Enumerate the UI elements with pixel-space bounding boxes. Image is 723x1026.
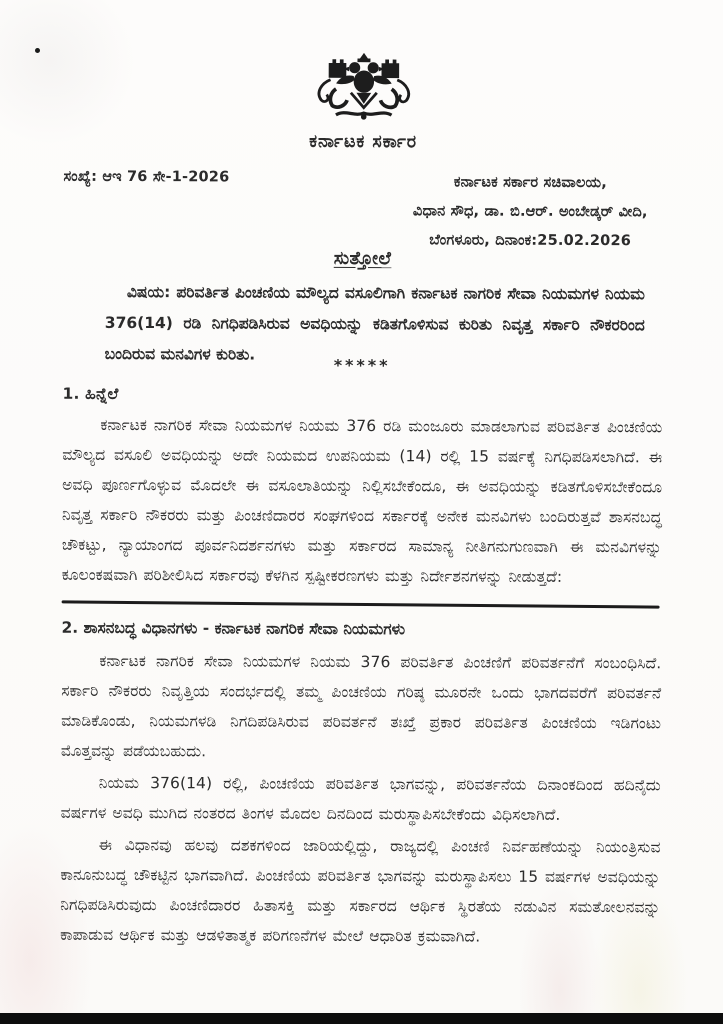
horizontal-divider <box>62 600 660 608</box>
star-separator: ***** <box>333 355 391 376</box>
section-2-paragraph-2: ನಿಯಮ 376(14) ರಲ್ಲಿ, ಪಿಂಚಣಿಯ ಪರಿವರ್ತಿತ ಭಾಗವನ್ನು, ಪರಿವರ್ತನೆಯ ದಿನಾಂಕದಿಂದ ಹದಿನೈದು ವರ್ಷಗಳ ಅವಧಿ ಮುಗಿದ ನಂತರದ ತಿಂಗಳ ಮೊದಲ ದಿನದಿಂದ ಮರುಸ್ಥಾಪಿಸಬೇಕೆಂದು ವಿಧಿಸಲಾಗಿದೆ. <box>60 773 661 824</box>
document-body <box>60 385 662 955</box>
section-2-paragraph-3: ಈ ವಿಧಾನವು ಹಲವು ದಶಕಗಳಿಂದ ಜಾರಿಯಲ್ಲಿದ್ದು, ರಾಜ್ಯದಲ್ಲಿ ಪಿಂಚಣಿ ನಿರ್ವಹಣೆಯನ್ನು ನಿಯಂತ್ರಿಸುವ ಕಾನೂನುಬದ್ಧ ಚೌಕಟ್ಟಿನ ಭಾಗವಾಗಿದೆ. ಪಿಂಚಣಿಯ ಪರಿವರ್ತಿತ ಭಾಗವನ್ನು ಮರುಸ್ಥಾಪಿಸಲು 15 ವರ್ಷಗಳ ಅವಧಿಯನ್ನು ನಿಗಧಿಪಡಿಸಿರುವುದು ಪಿಂಚಣಿದಾರರ ಹಿತಾಸಕ್ತಿ ಮತ್ತು ಸರ್ಕಾರದ ಆರ್ಥಿಕ ಸ್ಥಿರತೆಯ ನಡುವಿನ ಸಮತೋಲನವನ್ನು ಕಾಪಾಡುವ ಆರ್ಥಿಕ ಮತ್ತು ಆಡಳಿತಾತ್ಮಕ ಪರಿಗಣನೆಗಳ ಮೇಲೆ ಆಧಾರಿತ ಕ್ರಮವಾಗಿದೆ. <box>60 835 661 946</box>
address-line-street: ವಿಧಾನ ಸೌಧ, ಡಾ. ಬಿ.ಆರ್. ಅಂಬೇಡ್ಕರ್ ವೀದಿ, <box>412 203 648 221</box>
section-2-paragraph-1: ಕರ್ನಾಟಕ ನಾಗರಿಕ ಸೇವಾ ನಿಯಮಗಳ ನಿಯಮ 376 ಪರಿವರ್ತಿತ ಪಿಂಚಣಿಗೆ ಪರಿವರ್ತನೆಗೆ ಸಂಬಂಧಿಸಿದೆ. ಸರ್ಕಾರಿ ನೌಕರರು ನಿವೃತ್ತಿಯ ಸಂದರ್ಭದಲ್ಲಿ ತಮ್ಮ ಪಿಂಚಣಿಯ ಗರಿಷ್ಠ ಮೂರನೇ ಒಂದು ಭಾಗದವರೆಗೆ ಪರಿವರ್ತನೆ ಮಾಡಿಕೊಂಡು, ನಿಯಮಗಳಡಿ ನಿಗದಿಪಡಿಸಿರುವ ಪರಿವರ್ತನೆ ತಃಖ್ತೆ ಪ್ರಕಾರ ಪರಿವರ್ತಿತ ಪಿಂಚಣಿಯ ಇಡಿಗಂಟು ಮೊತ್ತವನ್ನು ಪಡೆಯಬಹುದು. <box>60 651 662 761</box>
scan-edge-bar <box>0 1013 723 1024</box>
subject-line: ವಿಷಯ: ಪರಿವರ್ತಿತ ಪಿಂಚಣಿಯ ಮೌಲ್ಯದ ವಸೂಲಿಗಾಗಿ ಕರ್ನಾಟಕ ನಾಗರಿಕ ಸೇವಾ ನಿಯಮಗಳ ನಿಯಮ 376(14) ರಡಿ ನಿಗಧಿಪಡಿಸಿರುವ ಅವಧಿಯನ್ನು ಕಡಿತಗೊಳಿಸುವ ಕುರಿತು ನಿವೃತ್ತ ಸರ್ಕಾರಿ ನೌಕರರಿಂದ ಬಂದಿರುವ ಮನವಿಗಳ ಕುರಿತು. <box>104 282 645 364</box>
government-name: ಕರ್ನಾಟಕ ಸರ್ಕಾರ <box>309 131 418 153</box>
address-line-secretariat: ಕರ್ನಾಟಕ ಸರ್ಕಾರ ಸಚಿವಾಲಯ, <box>453 174 608 192</box>
address-line-city-date: ಬೆಂಗಳೂರು, ದಿನಾಂಕ:25.02.2026 <box>429 232 632 250</box>
reference-number: ಸಂಖ್ಯೆ: ಆಇ 76 ಸೇ-1-2026 <box>63 168 230 186</box>
office-address-block <box>384 168 676 256</box>
scan-ink-spot <box>35 48 40 53</box>
letter-header <box>63 167 676 257</box>
section-2-heading: 2. ಶಾಸನಬದ್ಧ ವಿಧಾನಗಳು - ಕರ್ನಾಟಕ ನಾಗರಿಕ ಸೇವಾ ನಿಯಮಗಳು <box>61 618 406 639</box>
emblem-container <box>2 50 723 133</box>
section-1-heading: 1. ಹಿನ್ನೆಲೆ <box>62 384 119 403</box>
karnataka-gandaberunda-emblem-icon <box>307 52 419 128</box>
section-1-paragraph: ಕರ್ನಾಟಕ ನಾಗರಿಕ ಸೇವಾ ನಿಯಮಗಳ ನಿಯಮ 376 ರಡಿ ಮಂಜೂರು ಮಾಡಲಾಗುವ ಪರಿವರ್ತಿತ ಪಿಂಚಣಿಯ ಮೌಲ್ಯದ ವಸೂಲಿ ಅವಧಿಯನ್ನು ಅದೇ ನಿಯಮದ ಉಪನಿಯಮ (14) ರಲ್ಲಿ 15 ವರ್ಷಕ್ಕೆ ನಿಗಧಿಪಡಿಸಲಾಗಿದೆ. ಈ ಅವಧಿ ಪೂರ್ಣಗೊಳ್ಳುವ ಮೊದಲೇ ಈ ವಸೂಲಾತಿಯನ್ನು ನಿಲ್ಲಿಸಬೇಕೆಂದೂ, ಈ ಅವಧಿಯನ್ನು ಕಡಿತಗೊಳಿಸಬೇಕೆಂದೂ ನಿವೃತ್ತ ಸರ್ಕಾರಿ ನೌಕರರು ಮತ್ತು ಪಿಂಚಣಿದಾರರ ಸಂಘಗಳಿಂದ ಸರ್ಕಾರಕ್ಕೆ ಅನೇಕ ಮನವಿಗಳು ಬಂದಿರುತ್ತವೆ ಶಾಸನಬದ್ಧ ಚೌಕಟ್ಟು, ನ್ಯಾಯಾಂಗದ ಪೂರ್ವನಿದರ್ಶನಗಳು ಮತ್ತು ಸರ್ಕಾರದ ಸಾಮಾನ್ಯ ನೀತಿಗನುಗುಣವಾಗಿ ಈ ಮನವಿಗಳನ್ನು ಕೂಲಂಕಷವಾಗಿ ಪರಿಶೀಲಿಸಿದ ಸರ್ಕಾರವು ಕೆಳಗಿನ ಸ್ಪಷ್ಟೀಕರಣಗಳು ಮತ್ತು ನಿರ್ದೇಶನಗಳನ್ನು ನೀಡುತ್ತದೆ: <box>61 415 663 586</box>
document-title: ಸುತ್ತೋಲೆ <box>333 247 392 270</box>
